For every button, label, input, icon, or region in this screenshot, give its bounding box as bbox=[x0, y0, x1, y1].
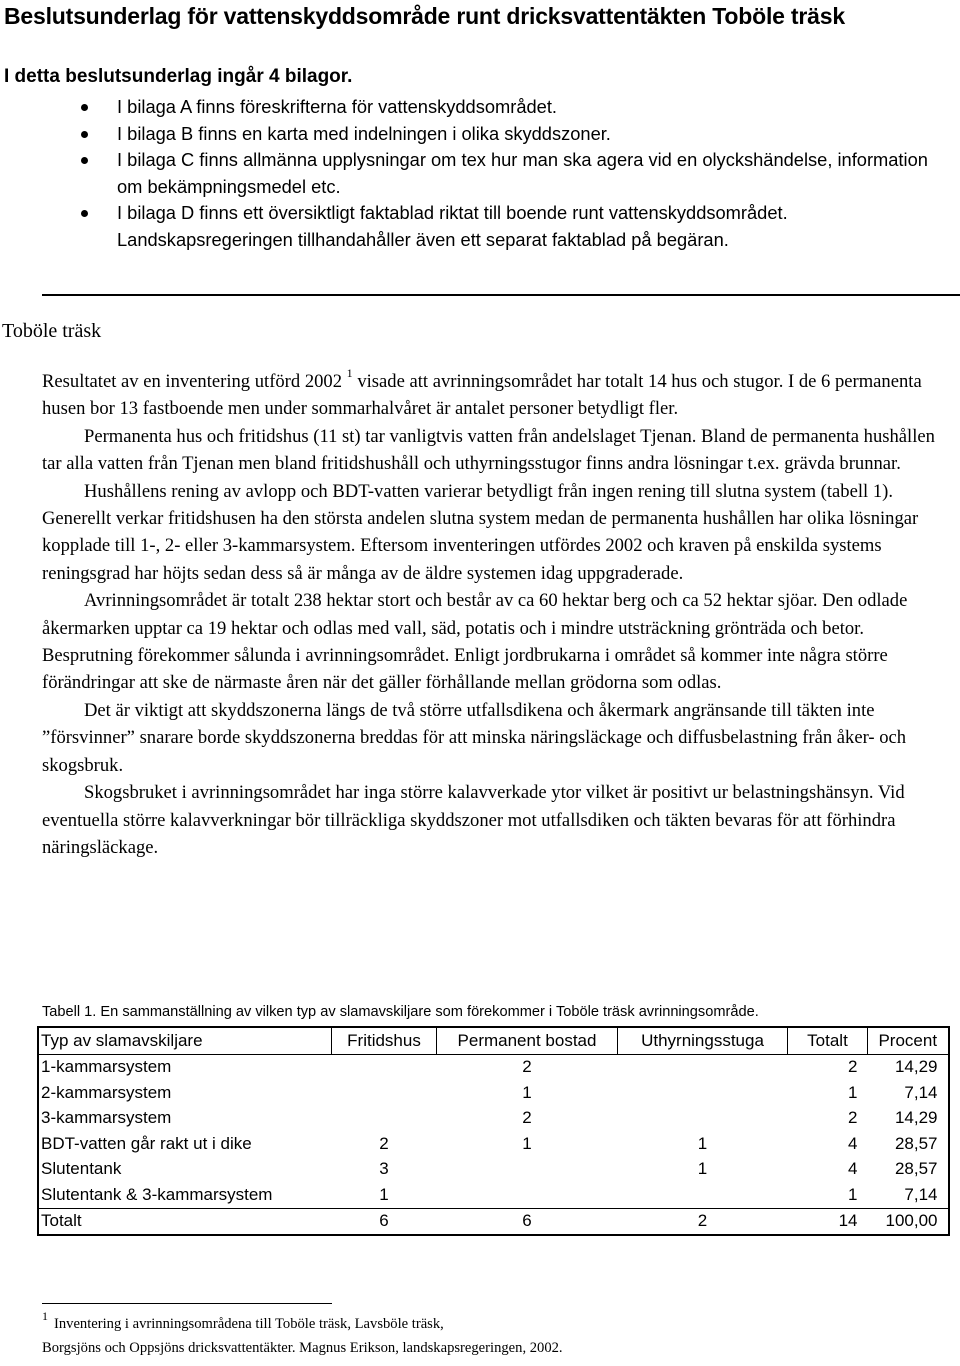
paragraph-text: visade att avrinningsområdet har totalt 14 hus och stugor. I de 6 permanenta husen bor 13 fastboende men under sommarhalvåret är antalet personer betydligt fler. bbox=[42, 371, 922, 420]
paragraph bbox=[42, 365, 958, 423]
table-row bbox=[38, 1080, 949, 1106]
table-cell: 14,29 bbox=[894, 1108, 938, 1128]
paragraph: Avrinningsområdet är totalt 238 hektar stort och består av ca 60 hektar berg och ca 52 hektar sjöar. Den odlade åkermarken upptar ca 19 hektar och odlas med vall, säd, potatis och i mindre utsträckning grönträda och betor. Besprutning förekommer sålunda i avrinningsområdet. Enligt jordbrukarna i området så kommer inte några större förändringar att ske de närmaste åren när det gäller förhållande mellan grödorna som odlas. bbox=[42, 590, 908, 694]
table-total-row bbox=[38, 1208, 949, 1235]
table-cell: 1 bbox=[379, 1184, 389, 1204]
table-cell bbox=[437, 1157, 618, 1183]
table-cell bbox=[618, 1182, 788, 1208]
table-row bbox=[38, 1106, 949, 1132]
table-cell: Slutentank & 3-kammarsystem bbox=[41, 1184, 273, 1204]
paragraph: Hushållens rening av avlopp och BDT-vatten varierar betydligt från ingen rening till slutna system (tabell 1). Generellt verkar fritidshusen ha den största andelen slutna system medan de permanenta hushållen har olika lösningar kopplade till 1-, 2- eller 3-kammarsystem. Eftersom inventeringen utfördes 2002 och kraven på enskilda systems reningsgrad har höjts sedan dess så är många av de äldre systemen idag uppgraderade. bbox=[42, 480, 919, 584]
document-title: Beslutsunderlag för vattenskyddsområde runt dricksvattentäkten Toböle träsk bbox=[4, 3, 845, 29]
header-cell: Fritidshus bbox=[332, 1027, 437, 1054]
table-cell: 28,57 bbox=[894, 1159, 938, 1179]
table-cell: 2 bbox=[848, 1108, 858, 1128]
table-cell: 1 bbox=[848, 1184, 858, 1204]
table-caption: Tabell 1. En sammanställning av vilken typ av slamavskiljare som förekommer i Toböle träsk avrinningsområde. bbox=[42, 1004, 759, 1020]
table-cell: 1-kammarsystem bbox=[41, 1057, 172, 1077]
table-cell: 2 bbox=[618, 1208, 788, 1235]
table-cell bbox=[618, 1106, 788, 1132]
table-cell: 6 bbox=[332, 1208, 437, 1235]
table-cell bbox=[618, 1054, 788, 1080]
table-row bbox=[38, 1157, 949, 1183]
table-cell: 7,14 bbox=[904, 1082, 938, 1102]
header-cell: Uthyrningsstuga bbox=[618, 1027, 788, 1054]
septic-table bbox=[37, 1026, 950, 1236]
section-divider bbox=[42, 294, 960, 296]
table-cell: 6 bbox=[437, 1208, 618, 1235]
footnote-reference: 1 bbox=[346, 365, 353, 380]
paragraph: Det är viktigt att skyddszonerna längs de två större utfallsdikena och åkermark angränsande till täkten inte ”försvinner” snarare borde skyddszonerna breddas för att minska näringsläckage och diffusbelastning från åker- och skogsbruk. bbox=[42, 699, 907, 776]
list-item: I bilaga D finns ett översiktligt faktablad riktat till boende runt vattenskyddsområdet. Landskapsregeringen tillhandahåller även ett separat faktablad på begäran. bbox=[0, 200, 947, 253]
list-item: I bilaga A finns föreskrifterna för vattenskyddsområdet. bbox=[0, 94, 947, 121]
table-row bbox=[38, 1054, 949, 1080]
header-cell: Permanent bostad bbox=[437, 1027, 618, 1054]
table-cell: 1 bbox=[522, 1133, 532, 1153]
table-cell bbox=[332, 1080, 437, 1106]
table-cell: 1 bbox=[697, 1159, 708, 1179]
table-cell: 2 bbox=[848, 1057, 858, 1077]
table-header-row bbox=[38, 1027, 949, 1054]
table-cell bbox=[332, 1106, 437, 1132]
table-cell: 28,57 bbox=[894, 1133, 938, 1153]
footnote-line: Borgsjöns och Oppsjöns dricksvattentäkter. Magnus Erikson, landskapsregeringen, 2002. bbox=[42, 1340, 563, 1356]
table-cell bbox=[618, 1080, 788, 1106]
header-cell: Typ av slamavskiljare bbox=[38, 1027, 332, 1054]
table-cell: 3-kammarsystem bbox=[41, 1108, 172, 1128]
paragraph: Permanenta hus och fritidshus (11 st) tar vanligtvis vatten från andelslaget Tjenan. Bland de permanenta hushållen tar alla vatten från Tjenan men bland fritidshushåll och uthyrningsstugor finns andra lösningar t.ex. grävda brunnar. bbox=[42, 425, 935, 475]
paragraph-text: Resultatet av en inventering utförd 2002 bbox=[42, 371, 343, 392]
table-cell: 100,00 bbox=[868, 1208, 949, 1235]
paragraph: Skogsbruket i avrinningsområdet har inga större kalavverkade ytor vilket är positivt ur belastningshänsyn. Vid eventuella större kalavverkningar bör tillräckliga skyddszoner mot utfallsdiken och täkten bevaras för att förhindra näringsläckage. bbox=[42, 782, 905, 858]
table-cell: 2-kammarsystem bbox=[41, 1082, 172, 1102]
list-item: I bilaga C finns allmänna upplysningar om tex hur man ska agera vid en olyckshändelse, information om bekämpningsmedel etc. bbox=[0, 147, 947, 200]
table-cell bbox=[437, 1182, 618, 1208]
table-cell: 1 bbox=[522, 1082, 532, 1102]
header-cell: Procent bbox=[868, 1027, 949, 1054]
table-cell: 3 bbox=[379, 1159, 389, 1179]
table-cell bbox=[332, 1054, 437, 1080]
table-cell: 2 bbox=[379, 1133, 389, 1153]
section-title: Toböle träsk bbox=[2, 320, 102, 342]
table-cell: 2 bbox=[522, 1108, 532, 1128]
table-cell: 14,29 bbox=[894, 1057, 938, 1077]
footnote-line bbox=[42, 1309, 942, 1336]
header-cell: Totalt bbox=[788, 1027, 868, 1054]
table-cell: 2 bbox=[522, 1057, 532, 1077]
body-text bbox=[42, 365, 958, 861]
table-row bbox=[38, 1131, 949, 1157]
table-cell: 7,14 bbox=[904, 1184, 938, 1204]
appendix-list bbox=[0, 94, 960, 253]
list-item: I bilaga B finns en karta med indelningen i olika skyddszoner. bbox=[0, 121, 947, 148]
footnote bbox=[42, 1309, 942, 1360]
table-cell: 14 bbox=[788, 1208, 868, 1235]
table-cell: BDT-vatten går rakt ut i dike bbox=[41, 1133, 252, 1153]
intro-heading: I detta beslutsunderlag ingår 4 bilagor. bbox=[4, 66, 353, 87]
table-cell: 1 bbox=[697, 1133, 708, 1153]
table-cell: Totalt bbox=[38, 1208, 332, 1235]
footnote-mark: 1 bbox=[42, 1309, 48, 1323]
footnote-text: Inventering i avrinningsområdena till Toböle träsk, Lavsböle träsk, bbox=[54, 1316, 444, 1332]
table-cell: 4 bbox=[848, 1159, 858, 1179]
footnote-divider bbox=[42, 1303, 332, 1304]
table-row bbox=[38, 1182, 949, 1208]
table-cell: 1 bbox=[848, 1082, 858, 1102]
table-cell: Slutentank bbox=[41, 1159, 122, 1179]
table-cell: 4 bbox=[848, 1133, 858, 1153]
